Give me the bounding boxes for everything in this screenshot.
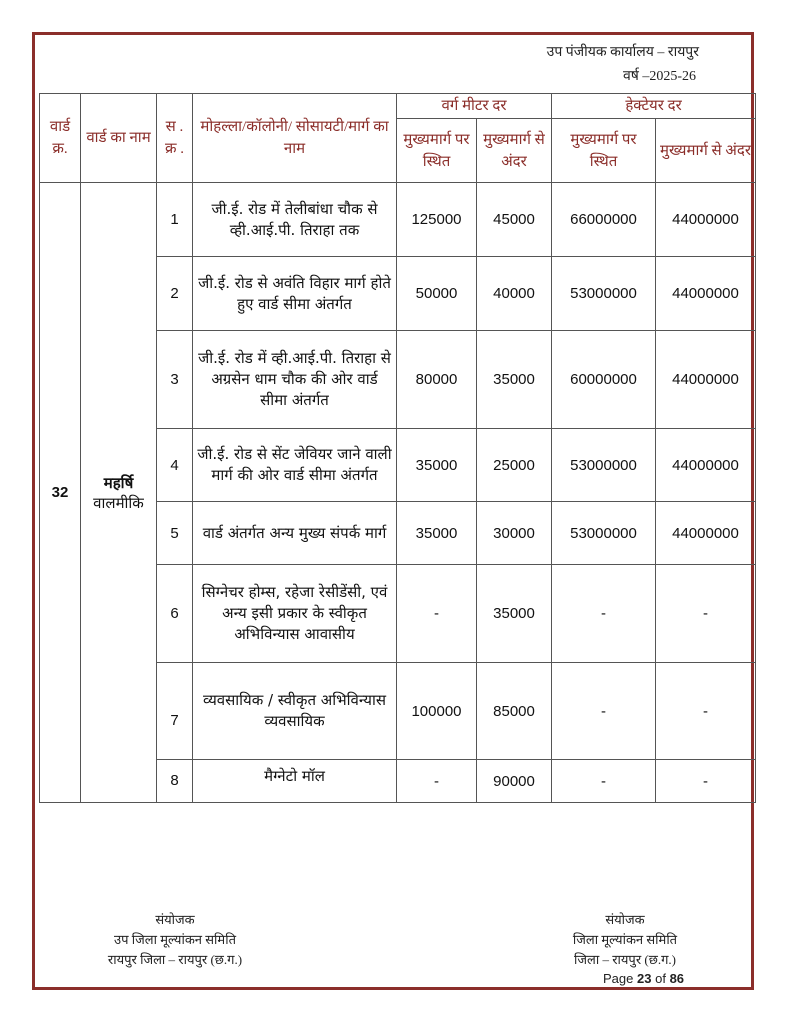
serial-number: 5 [157,502,193,565]
sqm-on-main: 50000 [397,257,477,331]
sqm-on-main: 100000 [397,663,477,760]
signature-committee: उप जिला मूल्यांकन समिति [114,932,236,947]
ha-inside: 44000000 [656,183,756,257]
header-serial: स . क्र . [157,94,193,183]
ha-on-main: 53000000 [552,429,656,502]
serial-number: 8 [157,760,193,803]
sqm-on-main: - [397,565,477,663]
office-name: उप पंजीयक कार्यालय – रायपुर [546,45,699,60]
signature-title: संयोजक [605,912,645,927]
ward-number: 32 [40,183,81,803]
page-label: Page [603,971,634,986]
ha-on-main: 60000000 [552,331,656,429]
header-locality: मोहल्ला/कॉलोनी/ सोसायटी/मार्ग का नाम [193,94,397,183]
ha-inside: 44000000 [656,257,756,331]
locality-name: व्यवसायिक / स्वीकृत अभिविन्यास व्यवसायिक [193,663,397,760]
locality-name: मैग्नेटो मॉल [193,760,397,803]
ha-inside: 44000000 [656,429,756,502]
sqm-inside: 30000 [477,502,552,565]
sqm-on-main: 35000 [397,429,477,502]
header-ha-on-main: मुख्यमार्ग पर स्थित [552,119,656,183]
locality-name: जी.ई. रोड से अवंति विहार मार्ग होते हुए वार्ड सीमा अंतर्गत [193,257,397,331]
ward-name [81,183,157,803]
ha-on-main: - [552,565,656,663]
signature-location: रायपुर जिला – रायपुर (छ.ग.) [107,952,243,967]
ha-on-main: - [552,663,656,760]
ha-inside: - [656,663,756,760]
rate-table [39,93,756,803]
serial-number: 2 [157,257,193,331]
ha-inside: - [656,760,756,803]
signature-title: संयोजक [155,912,195,927]
ha-on-main: 53000000 [552,502,656,565]
sqm-inside: 85000 [477,663,552,760]
locality-name: जी.ई. रोड में तेलीबांधा चौक से व्ही.आई.पी. तिराहा तक [193,183,397,257]
sqm-on-main: 125000 [397,183,477,257]
ward-name-line1: महर्षि [103,473,134,492]
serial-number: 1 [157,183,193,257]
signature-committee: जिला मूल्यांकन समिति [572,932,678,947]
signature-block-district [540,910,710,970]
sqm-inside: 35000 [477,565,552,663]
serial-number: 3 [157,331,193,429]
table-row [40,183,756,257]
sqm-inside: 35000 [477,331,552,429]
sqm-on-main: 35000 [397,502,477,565]
locality-name: सिग्नेचर होम्स, रहेजा रेसीडेंसी, एवं अन्य इसी प्रकार के स्वीकृत अभिविन्यास आवासीय [193,565,397,663]
ha-inside: 44000000 [656,502,756,565]
ha-inside: 44000000 [656,331,756,429]
header-ha-inside: मुख्यमार्ग से अंदर [656,119,756,183]
header-sqm-rate: वर्ग मीटर दर [397,94,552,119]
header-sqm-on-main: मुख्यमार्ग पर स्थित [397,119,477,183]
ward-name-line2: वालमीकि [93,493,144,512]
header-sqm-inside: मुख्यमार्ग से अंदर [477,119,552,183]
ha-on-main: 53000000 [552,257,656,331]
ha-on-main: - [552,760,656,803]
signature-block-sub-district [80,910,270,970]
header-ward-no: वार्ड क्र. [40,94,81,183]
ha-inside: - [656,565,756,663]
signature-location: जिला – रायपुर (छ.ग.) [574,952,676,967]
sqm-inside: 25000 [477,429,552,502]
locality-name: जी.ई. रोड में व्ही.आई.पी. तिराहा से अग्रसेन धाम चौक की ओर वार्ड सीमा अंतर्गत [193,331,397,429]
ha-on-main: 66000000 [552,183,656,257]
sqm-on-main: - [397,760,477,803]
locality-name: वार्ड अंतर्गत अन्य मुख्य संपर्क मार्ग [193,502,397,565]
page-current: 23 [637,971,652,986]
header-ward-name: वार्ड का नाम [81,94,157,183]
header-hectare-rate: हेक्टेयर दर [552,94,756,119]
assessment-year: वर्ष –2025-26 [622,69,696,84]
locality-name: जी.ई. रोड से सेंट जेवियर जाने वाली मार्ग की ओर वार्ड सीमा अंतर्गत [193,429,397,502]
page-total: 86 [669,971,685,986]
sqm-inside: 45000 [477,183,552,257]
sqm-on-main: 80000 [397,331,477,429]
page-number [603,971,684,986]
serial-number: 4 [157,429,193,502]
serial-number: 6 [157,565,193,663]
sqm-inside: 40000 [477,257,552,331]
sqm-inside: 90000 [477,760,552,803]
page-of: of [655,971,666,986]
serial-number: 7 [157,663,193,760]
